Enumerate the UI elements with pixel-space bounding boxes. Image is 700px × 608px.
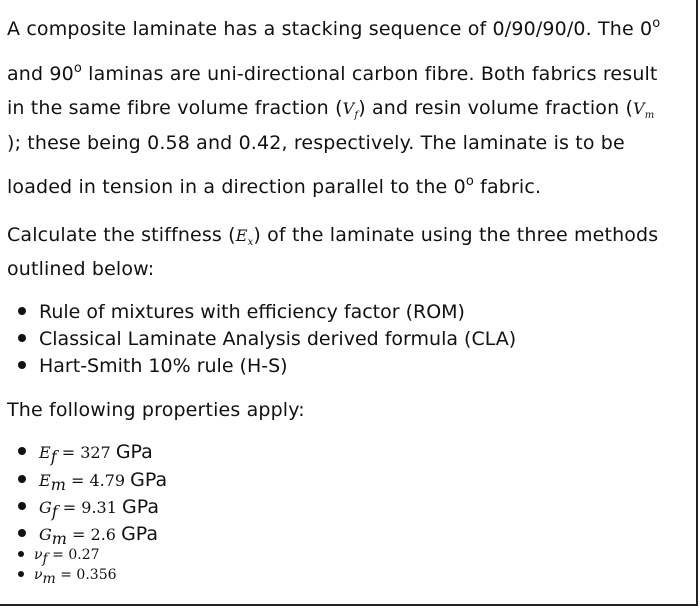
problem-line-5: loaded in tension in a direction parallel to the 0$^o$ fabric. [7, 174, 542, 198]
property-item: $E_f = 327$ GPa [18, 441, 153, 463]
bullet-icon [18, 361, 26, 369]
method-item: Classical Laminate Analysis derived formula (CLA) [18, 328, 516, 350]
method-item: Hart-Smith 10% rule (H-S) [18, 355, 288, 377]
property-item: νm = 0.356 [18, 567, 117, 583]
task-line-2: outlined below: [7, 258, 155, 280]
bullet-icon [18, 475, 26, 483]
task-line-1: Calculate the stiffness $(E_x)$ of the laminate using the three methods [7, 224, 659, 248]
property-item: $G_f = 9.31$ GPa [18, 496, 159, 518]
properties-heading: The following properties apply: [7, 399, 305, 421]
problem-line-3: in the same fibre volume fraction $(V_f)$ and resin volume fraction ($V_m$ [7, 97, 655, 121]
problem-line-4: ); these being 0.58 and 0.42, respectively. The laminate is to be [7, 132, 625, 154]
method-item: Rule of mixtures with efficiency factor (ROM) [18, 301, 465, 323]
property-item: νf = 0.27 [18, 547, 100, 563]
problem-line-2: and 90$^o$ laminas are uni-directional carbon fibre. Both fabrics result [7, 61, 658, 85]
property-item: $E_m = 4.79$ GPa [18, 469, 167, 491]
problem-line-1: A composite laminate has a stacking sequence of 0/90/90/0. The 0$^o$ [7, 16, 661, 40]
property-item: $G_m = 2.6$ GPa [18, 523, 158, 545]
bullet-icon [18, 307, 26, 315]
bullet-icon [18, 551, 24, 557]
bullet-icon [18, 447, 26, 455]
bullet-icon [18, 502, 26, 510]
bullet-icon [18, 334, 26, 342]
bullet-icon [18, 571, 24, 577]
bullet-icon [18, 529, 26, 537]
